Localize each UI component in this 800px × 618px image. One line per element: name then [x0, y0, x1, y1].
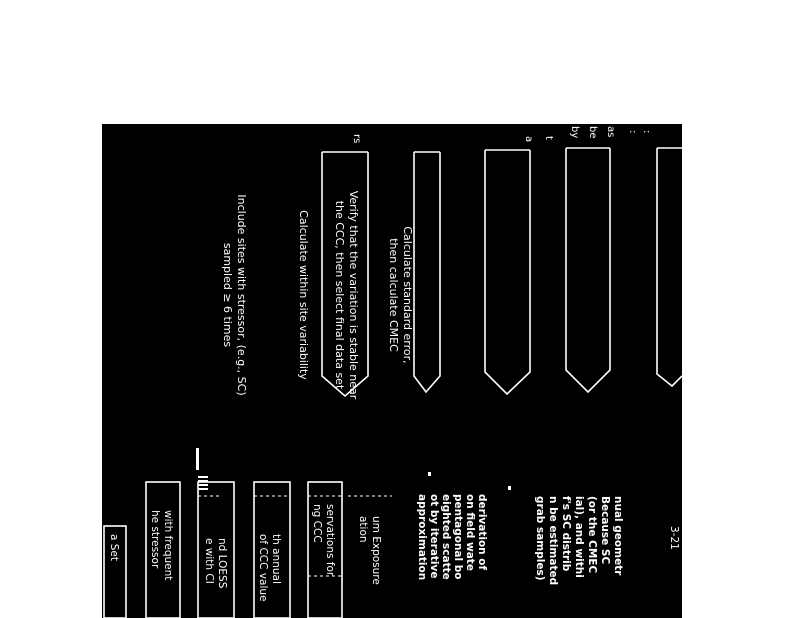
step-standard-error: Calculate standard error, then calculate CMEC [387, 226, 414, 364]
item-loess: nd LOESS e with CI [203, 538, 228, 589]
cut-fragment-8: : [641, 130, 652, 134]
item-observations: servations for ng CCC [311, 504, 336, 577]
cut-fragment-7: : [627, 130, 638, 134]
arrow-box-5 [657, 148, 682, 386]
cut-fragment-3: t [543, 136, 554, 140]
derivation-text: derivation of on field wate pentagonal bo eighted scatte ot by iterative approximation [416, 494, 488, 581]
step-within-site-variability: Calculate within site variability [297, 210, 310, 380]
arrow-box-1 [322, 152, 368, 396]
page-number: 3-21 [668, 526, 680, 550]
arrow-box-3 [485, 150, 530, 394]
step-include-sites: Include sites with stressor, (e.g., SC) sampled ≥ 6 times [221, 194, 248, 396]
arrow-box-2 [414, 152, 440, 392]
cut-fragment-2: a [523, 136, 534, 143]
rotated-document-page [102, 124, 682, 618]
cut-fragment-6: as [605, 126, 616, 138]
arrow-box-4 [566, 148, 610, 392]
cut-fragment-1: rs [351, 134, 362, 144]
item-frequent-stressor: with frequent he stressor [149, 510, 174, 581]
cut-fragment-4: by [569, 126, 580, 139]
cut-fragment-5: be [587, 126, 598, 139]
data-set-label: a Set [108, 534, 120, 562]
item-maximum-exposure: um Exposure ation [357, 516, 382, 585]
step-verify-variation: Verify that the variation is stable near the CCC, then select final data set [333, 190, 360, 400]
annual-geometric-text: nual geometr Because SC (or the CMEC ial), and withi f's SC distrib n be estimated grab samples) [534, 496, 624, 586]
item-annual-ccc: th annual of CCC value [257, 534, 282, 602]
